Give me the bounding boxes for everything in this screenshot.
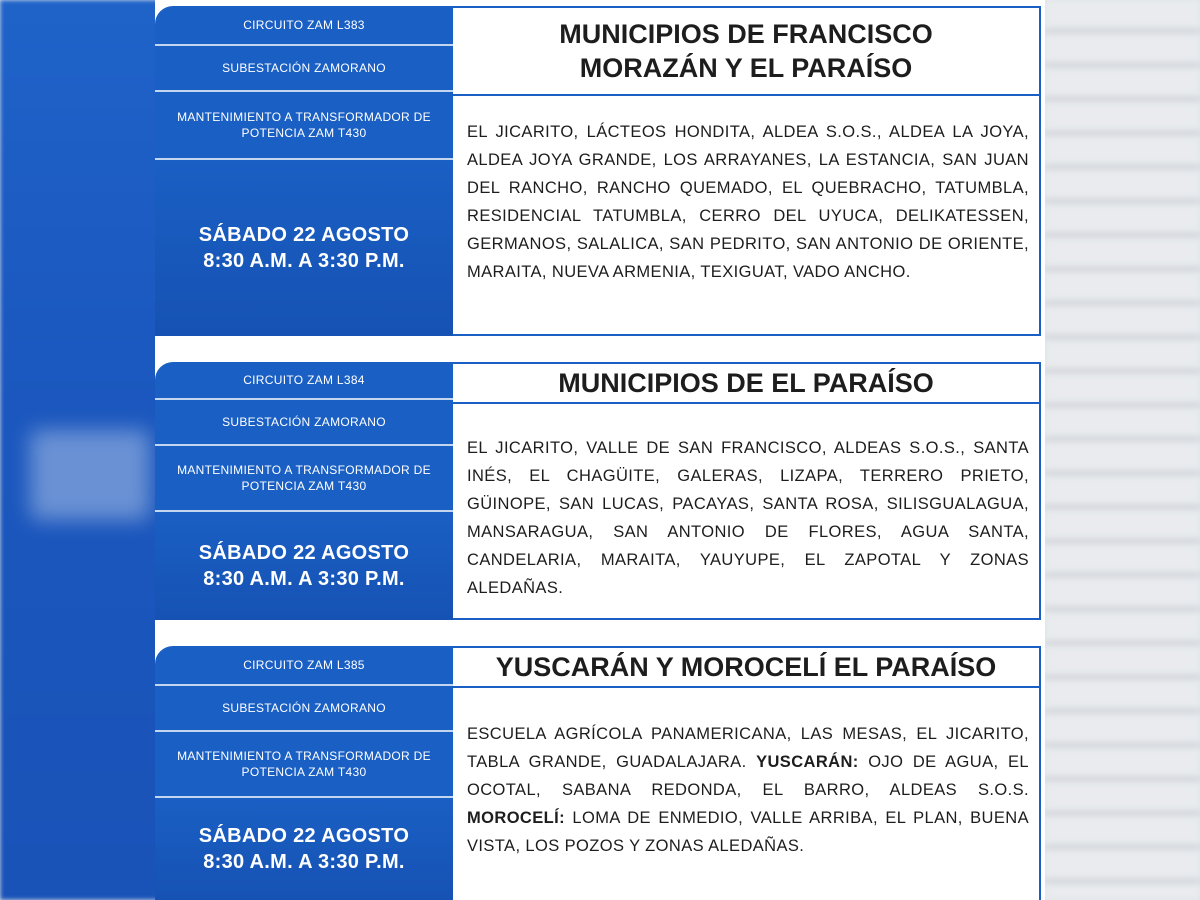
areas-part-1: ESCUELA AGRÍCOLA PANAMERICANA, LAS MESAS, EL JICARITO, TABLA GRANDE, GUADALAJARA. (467, 725, 1029, 771)
maintenance-label: MANTENIMIENTO A TRANSFORMADOR DE POTENCIA ZAM T430 (155, 446, 453, 512)
card-info-column (155, 6, 453, 336)
time-text: 8:30 A.M. A 3:30 P.M. (203, 568, 405, 590)
schedule-card-l385 (155, 646, 1045, 900)
substation-label: SUBESTACIÓN ZAMORANO (155, 686, 453, 732)
schedule-card-l384 (155, 362, 1045, 620)
municipality-title: MUNICIPIOS DE FRANCISCO MORAZÁN Y EL PARAÍSO (453, 8, 1039, 96)
affected-areas-text: EL JICARITO, VALLE DE SAN FRANCISCO, ALDEAS S.O.S., SANTA INÉS, EL CHAGÜITE, GALERAS, LIZAPA, TERRERO PRIETO, GÜINOPE, SAN LUCAS, PACAYAS, SANTA ROSA, SILISGUALAGUA, MANSARAGUA, SAN ANTONIO DE FLORES, AGUA SANTA, CANDELARIA, MARAITA, YAUYUPE, EL ZAPOTAL Y ZONAS ALEDAÑAS. (467, 439, 1029, 597)
substation-label: SUBESTACIÓN ZAMORANO (155, 400, 453, 446)
date-time-block (155, 160, 453, 336)
date-text: SÁBADO 22 AGOSTO (198, 542, 410, 564)
municipality-title: YUSCARÁN Y MOROCELÍ EL PARAÍSO (453, 648, 1039, 688)
date-text: SÁBADO 22 AGOSTO (198, 224, 410, 246)
substation-label: SUBESTACIÓN ZAMORANO (155, 46, 453, 92)
blurred-background-left (0, 0, 160, 900)
areas-part-3: LOMA DE ENMEDIO, VALLE ARRIBA, EL PLAN, BUENA VISTA, LOS POZOS Y ZONAS ALEDAÑAS. (467, 809, 1030, 855)
card-details-column (453, 646, 1041, 900)
moroceli-label: MOROCELÍ: (467, 809, 566, 827)
card-details-column (453, 6, 1041, 336)
areas-part-2: OJO DE AGUA, EL OCOTAL, SABANA REDONDA, EL BARRO, ALDEAS S.O.S. (467, 753, 1029, 799)
circuit-label: CIRCUITO ZAM L383 (155, 6, 453, 46)
date-time-block (155, 798, 453, 900)
card-info-column (155, 362, 453, 620)
schedule-card-l383 (155, 6, 1045, 336)
outage-schedule-document (155, 0, 1045, 900)
affected-areas-text: EL JICARITO, LÁCTEOS HONDITA, ALDEA S.O.S., ALDEA LA JOYA, ALDEA JOYA GRANDE, LOS ARRAYANES, LA ESTANCIA, SAN JUAN DEL RANCHO, RANCHO QUEMADO, EL QUEBRACHO, TATUMBLA, RESIDENCIAL TATUMBLA, CERRO DEL UYUCA, DELIKATESSEN, GERMANOS, SALALICA, SAN PEDRITO, SAN ANTONIO DE ORIENTE, MARAITA, NUEVA ARMENIA, TEXIGUAT, VADO ANCHO. (467, 123, 1029, 281)
affected-areas-text (467, 720, 1029, 860)
municipality-title: MUNICIPIOS DE EL PARAÍSO (453, 364, 1039, 404)
card-details-column (453, 362, 1041, 620)
circuit-label: CIRCUITO ZAM L384 (155, 362, 453, 400)
time-text: 8:30 A.M. A 3:30 P.M. (203, 851, 405, 873)
date-time-block (155, 512, 453, 620)
blurred-background-right (1045, 0, 1200, 900)
maintenance-label: MANTENIMIENTO A TRANSFORMADOR DE POTENCIA ZAM T430 (155, 732, 453, 798)
time-text: 8:30 A.M. A 3:30 P.M. (203, 250, 405, 272)
maintenance-label: MANTENIMIENTO A TRANSFORMADOR DE POTENCIA ZAM T430 (155, 92, 453, 160)
card-info-column (155, 646, 453, 900)
circuit-label: CIRCUITO ZAM L385 (155, 646, 453, 686)
date-text: SÁBADO 22 AGOSTO (198, 825, 410, 847)
yuscaran-label: YUSCARÁN: (756, 753, 859, 771)
blurred-shape (30, 430, 150, 520)
